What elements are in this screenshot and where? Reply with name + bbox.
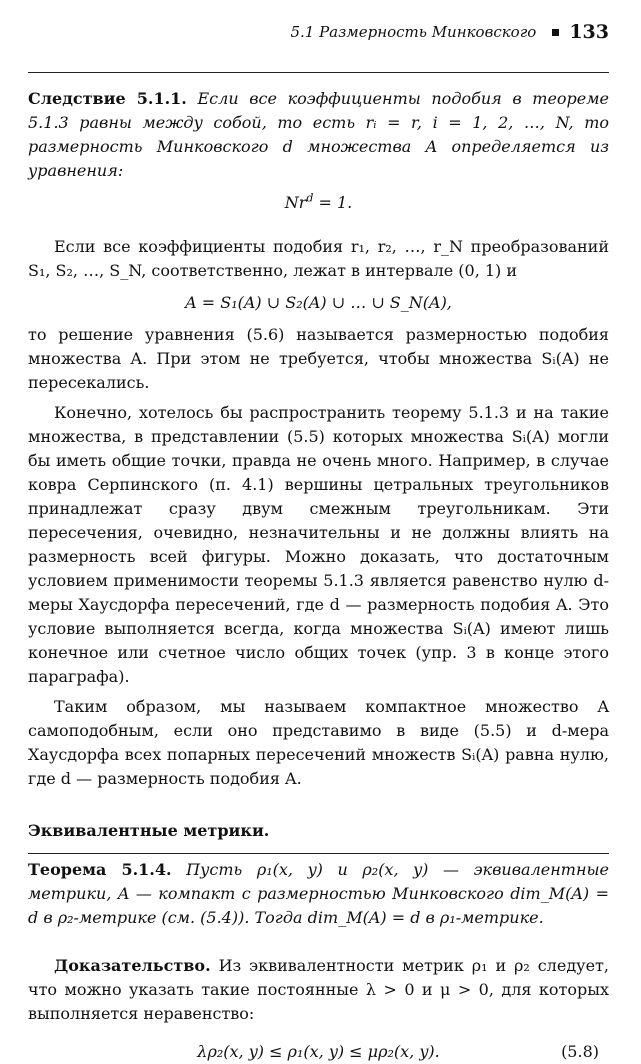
paragraph-1-formula: A = S₁(A) ∪ S₂(A) ∪ … ∪ S_N(A), — [185, 293, 452, 312]
theorem-block — [28, 858, 609, 930]
corollary-label: Следствие 5.1.1. — [28, 89, 187, 108]
page-number: 133 — [569, 21, 609, 43]
paragraph-1-continued: то решение уравнения (5.6) называется размерностью подобия множества A. При этом не требуется, чтобы множества Sᵢ(A) не пересекались. — [28, 325, 609, 392]
corollary-text: Если все коэффициенты подобия в теореме 5.1.3 равны между собой, то есть rᵢ = r, i = 1, 2, …, N, то размерность Минковского d множества A определяется из уравнения: — [28, 89, 610, 180]
page — [28, 18, 609, 1064]
theorem-label: Теорема 5.1.4. — [28, 860, 172, 879]
corollary-formula: $Nr^d = 1$. — [284, 191, 353, 212]
theorem-text: Пусть ρ₁(x, y) и ρ₂(x, y) — эквивалентные метрики, A — компакт с размерностью Минковского dim_M(A) = d в ρ₂-метрике (см. (5.4)). Тогда dim_M(A) = d в ρ₁-метрике. — [28, 860, 609, 927]
paragraph-1: Если все коэффициенты подобия r₁, r₂, …, r_N преобразований S₁, S₂, …, S_N, соответственно, лежат в интервале (0, 1) и — [28, 237, 609, 280]
paragraph-3: Таким образом, мы называем компактное множество A самоподобным, если оно представимо в виде (5.5) и d-мера Хаусдорфа всех попарных пересечений множеств Sᵢ(A) равна нулю, где d — размерность подобия A. — [28, 697, 609, 788]
section-title: 5.1 Размерность Минковского — [290, 23, 537, 41]
proof-text: Из эквивалентности метрик ρ₁ и ρ₂ следует, что можно указать такие постоянные λ > 0 и μ > 0, для которых выполняется неравенство: — [28, 956, 609, 1023]
equation-5-8 — [28, 1040, 609, 1064]
bullet-icon — [552, 29, 559, 36]
equation-number: (5.8) — [561, 1042, 599, 1061]
section-heading: Эквивалентные метрики. — [28, 821, 270, 840]
proof-label: Доказательство. — [54, 956, 211, 975]
corollary-block — [28, 87, 609, 183]
running-head — [28, 18, 609, 46]
proof-block — [28, 954, 609, 1026]
paragraph-2: Конечно, хотелось бы распространить теорему 5.1.3 и на такие множества, в представлении (5.5) которых множества Sᵢ(A) могли бы иметь общие точки, правда не очень много. Например, в случае ковра Серпинского (п. 4.1) вершины цетральных треугольников принадлежат сразу двум смежным треугольникам. Эти пересечения, очевидно, незначительны и не должны влиять на размерность всей фигуры. Можно доказать, что достаточным условием применимости теоремы 5.1.3 является равенство нулю d-меры Хаусдорфа пересечений, где d — размерность подобия A. Это условие выполняется всегда, когда множества Sᵢ(A) имеют лишь конечное или счетное число общих точек (упр. 3 в конце этого параграфа). — [28, 403, 609, 686]
equation-formula: λρ₂(x, y) ≤ ρ₁(x, y) ≤ μρ₂(x, y). — [197, 1042, 440, 1061]
theorem-rule — [28, 853, 609, 854]
